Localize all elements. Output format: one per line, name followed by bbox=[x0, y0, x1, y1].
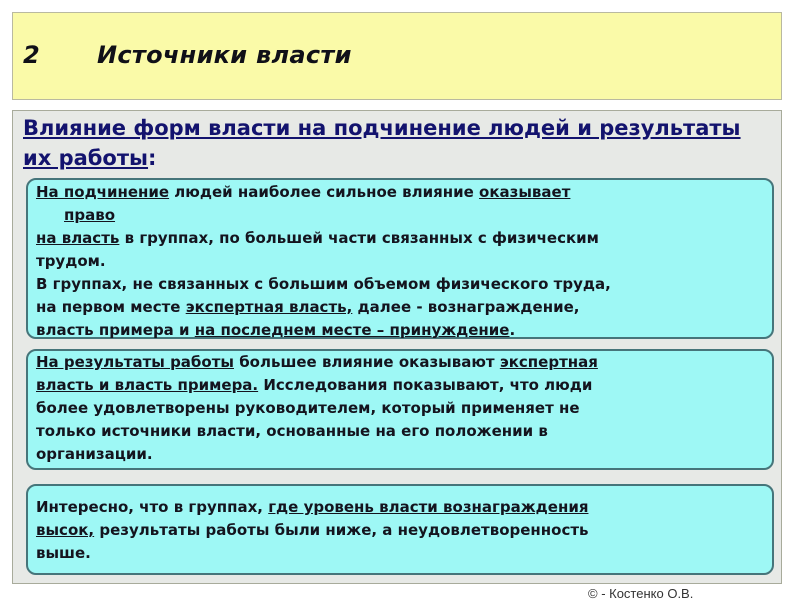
box2-line-3: более удовлетворены руководителем, который применяет не bbox=[36, 399, 580, 417]
influence-on-subordination-box bbox=[26, 178, 774, 339]
box1-text: в группах, по большей части связанных с физическим bbox=[119, 229, 599, 247]
box1-text: на первом месте bbox=[36, 298, 186, 316]
box2-line-2 bbox=[36, 374, 764, 397]
heading-text: Влияние форм власти на подчинение людей и результаты их работы bbox=[23, 116, 741, 170]
slide-title: Источники власти bbox=[97, 41, 352, 69]
box3-line-3: выше. bbox=[36, 544, 91, 562]
box1-text: . bbox=[509, 321, 516, 339]
box1-underlined-expert-power: экспертная власть, bbox=[185, 298, 353, 316]
box1-line-3 bbox=[36, 227, 764, 250]
box1-underlined-right: право bbox=[64, 206, 116, 224]
box1-line-6 bbox=[36, 296, 764, 319]
box3-text: Интересно, что в группах, bbox=[36, 498, 269, 516]
box1-underlined-power: на власть bbox=[36, 229, 120, 247]
slide-number: 2 bbox=[23, 41, 40, 69]
box2-underlined-expert: экспертная bbox=[499, 353, 598, 371]
reward-power-note-box bbox=[26, 484, 774, 575]
box3-line-2 bbox=[36, 519, 764, 542]
box1-underlined-provides: оказывает bbox=[479, 183, 571, 201]
section-heading bbox=[23, 113, 763, 173]
box1-text: людей наиболее сильное влияние bbox=[169, 183, 480, 201]
box1-underlined-subordination: На подчинение bbox=[36, 183, 170, 201]
box1-line-7 bbox=[36, 319, 764, 342]
box1-line-2 bbox=[36, 204, 764, 227]
box2-underlined-example-power: власть и власть примера. bbox=[36, 376, 259, 394]
box1-text: далее - вознаграждение, bbox=[352, 298, 580, 316]
box2-line-1 bbox=[36, 351, 764, 374]
box2-line-4: только источники власти, основанные на его положении в bbox=[36, 422, 548, 440]
box1-text: власть примера и bbox=[36, 321, 195, 339]
box1-line-4: трудом. bbox=[36, 252, 106, 270]
box3-line-1 bbox=[36, 496, 764, 519]
box1-line-1 bbox=[36, 181, 764, 204]
box2-text: Исследования показывают, что люди bbox=[258, 376, 593, 394]
influence-on-results-box bbox=[26, 349, 774, 470]
box2-line-5: организации. bbox=[36, 445, 153, 463]
heading-colon: : bbox=[148, 146, 157, 170]
content-panel bbox=[12, 110, 782, 584]
box3-text: результаты работы были ниже, а неудовлетворенность bbox=[94, 521, 589, 539]
box3-underlined-reward-level: где уровень власти вознаграждения bbox=[268, 498, 589, 516]
title-bar bbox=[12, 12, 782, 100]
box2-underlined-results: На результаты работы bbox=[36, 353, 234, 371]
box1-line-5: В группах, не связанных с большим объемом физического труда, bbox=[36, 275, 611, 293]
box1-underlined-coercion: на последнем месте – принуждение bbox=[194, 321, 510, 339]
copyright-footer: © - Костенко О.В. bbox=[588, 586, 694, 601]
box3-underlined-high: высок, bbox=[36, 521, 95, 539]
box2-text: большее влияние оказывают bbox=[233, 353, 500, 371]
